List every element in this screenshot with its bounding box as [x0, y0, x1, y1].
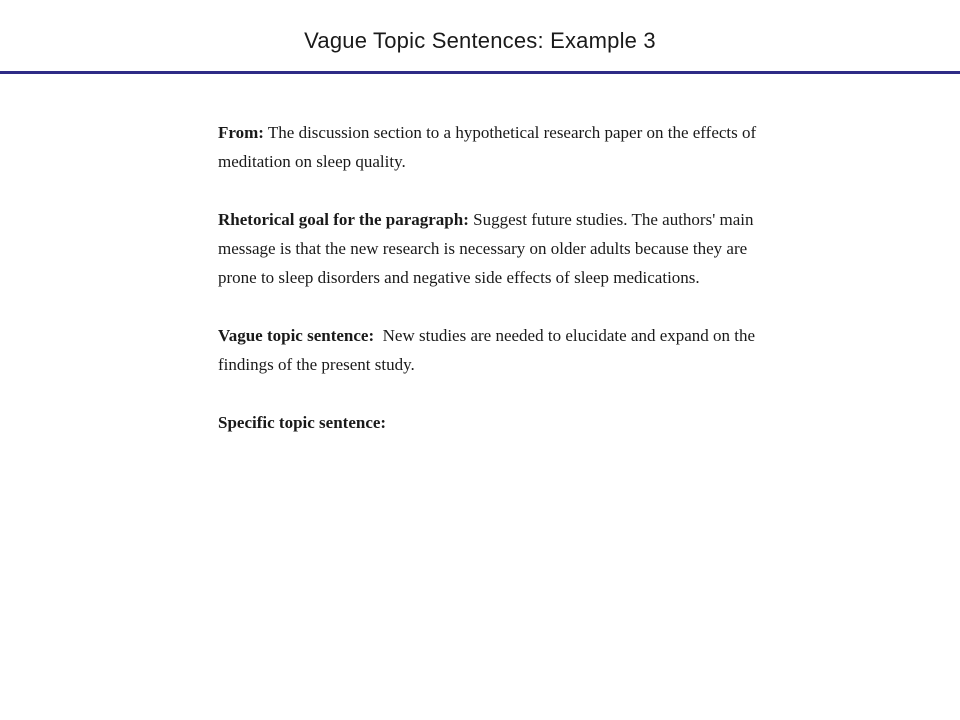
paragraph-from: [218, 118, 758, 176]
paragraph-specific-topic-sentence: [218, 408, 758, 437]
title-divider: [0, 71, 960, 74]
paragraph-text: The discussion section to a hypothetical research paper on the effects of meditation on sleep quality.: [218, 123, 757, 171]
paragraph-vague-topic-sentence: [218, 321, 758, 379]
paragraph-text: Suggest future studies. The authors' main message is that the new research is necessary on older adults because they are prone to sleep disorders and negative side effects of sleep medications.: [218, 210, 754, 287]
paragraph-text: New studies are needed to elucidate and expand on the findings of the present study.: [218, 326, 760, 374]
paragraph-label: Rhetorical goal for the paragraph:: [218, 210, 469, 229]
paragraph-label: From:: [218, 123, 264, 142]
slide-content: [218, 118, 758, 466]
paragraph-label: Specific topic sentence:: [218, 413, 387, 432]
paragraph-label: Vague topic sentence:: [218, 326, 375, 345]
paragraph-rhetorical-goal: [218, 205, 758, 292]
slide-title: Vague Topic Sentences: Example 3: [304, 28, 656, 53]
